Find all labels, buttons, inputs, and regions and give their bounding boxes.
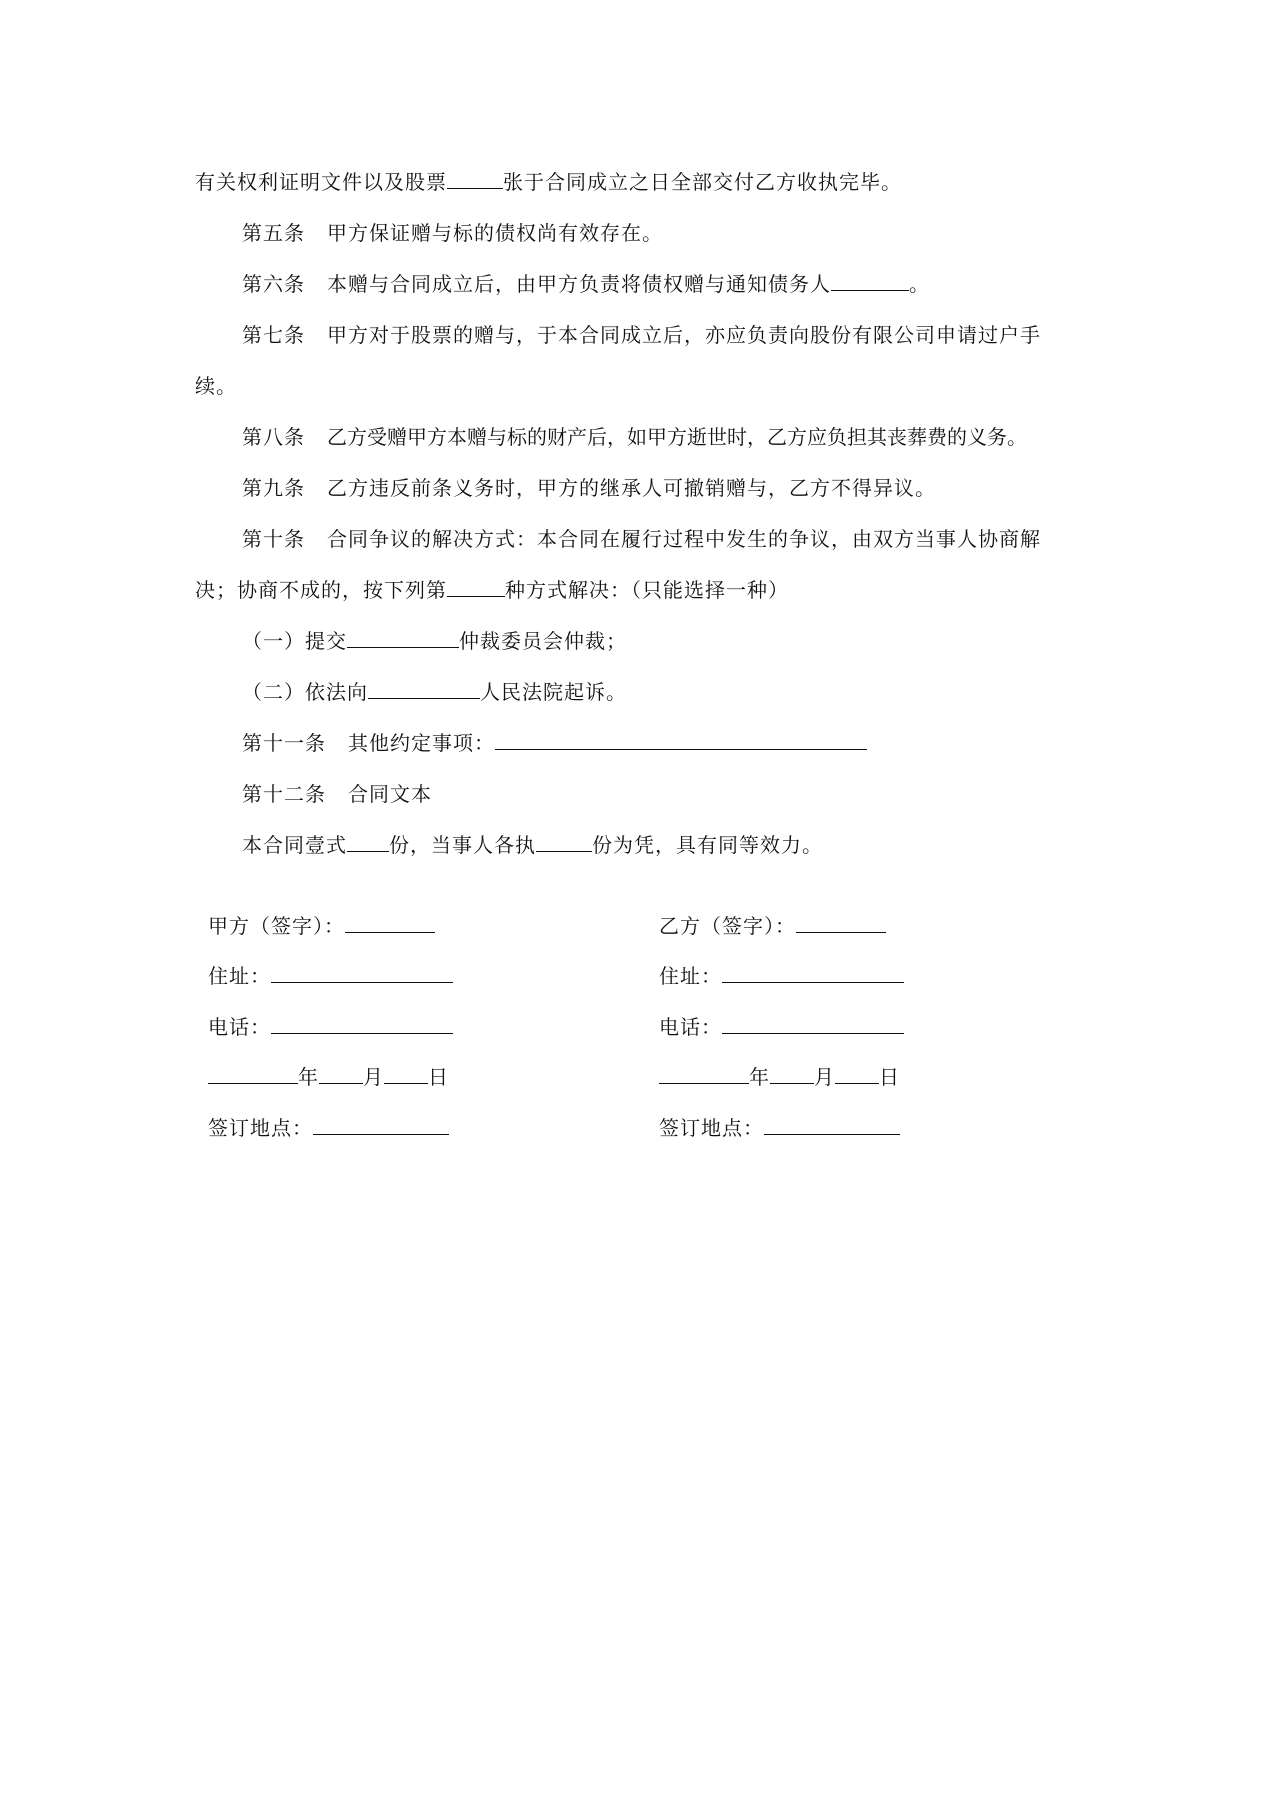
party-b-address-row [659,962,904,990]
party-b-place-label: 签订地点： [659,1116,764,1140]
article-9-number: 第九条 [242,476,305,500]
party-a-phone-blank[interactable] [271,1013,453,1034]
article-11-text: 其他约定事项： [348,731,495,755]
party-a-place-blank[interactable] [313,1114,449,1135]
party-b-place-row [659,1114,900,1142]
option-1-text-a: （一）提交 [242,629,347,653]
article-7-continuation [195,372,237,400]
party-b-month-label: 月 [814,1065,835,1089]
party-a-phone-row [208,1013,453,1041]
party-b-place-blank[interactable] [764,1114,900,1135]
party-a-place-label: 签订地点： [208,1116,313,1140]
article-10 [242,525,1041,553]
party-b-phone-label: 电话： [659,1015,722,1039]
article-5 [242,219,663,247]
party-b-sign-label: 乙方（签字）： [659,914,796,938]
party-a-phone-label: 电话： [208,1015,271,1039]
copies-text-a: 本合同壹式 [242,833,347,857]
option-2-text-b: 人民法院起诉。 [480,680,627,704]
debtor-blank[interactable] [831,270,909,291]
party-a-day-label: 日 [428,1065,449,1089]
party-b-sign-blank[interactable] [796,912,886,933]
party-a-date-row [208,1063,449,1091]
shares-count-blank[interactable] [447,168,503,189]
party-b-month-blank[interactable] [770,1063,814,1084]
article-7 [242,321,1041,349]
article-7-cont-text: 续。 [195,374,237,398]
arbitration-committee-blank[interactable] [347,627,459,648]
each-party-copies-blank[interactable] [536,831,592,852]
article-9-text: 乙方违反前条义务时，甲方的继承人可撤销赠与，乙方不得异议。 [327,476,936,500]
party-a-sign-label: 甲方（签字）： [208,914,345,938]
party-a-sign-row [208,912,435,940]
article-12 [242,780,432,808]
option-arbitration [242,627,627,655]
article-8-text: 乙方受赠甲方本赠与标的财产后，如甲方逝世时，乙方应负担其丧葬费的义务。 [327,425,1027,449]
article-7-text: 甲方对于股票的赠与，于本合同成立后，亦应负责向股份有限公司申请过户手 [327,323,1041,347]
option-2-text-a: （二）依法向 [242,680,368,704]
copies-text-b: 份，当事人各执 [389,833,536,857]
party-a-year-blank[interactable] [208,1063,298,1084]
para-intro-text-a: 有关权利证明文件以及股票 [195,170,447,194]
party-a-day-blank[interactable] [384,1063,428,1084]
article-6-number: 第六条 [242,272,305,296]
party-a-year-label: 年 [298,1065,319,1089]
article-5-text: 甲方保证赠与标的债权尚有效存在。 [327,221,663,245]
party-b-address-label: 住址： [659,964,722,988]
party-a-address-row [208,962,453,990]
party-a-sign-blank[interactable] [345,912,435,933]
party-a-address-label: 住址： [208,964,271,988]
copies-clause [242,831,823,859]
court-blank[interactable] [368,678,480,699]
para-intro [195,168,902,196]
article-10-text: 合同争议的解决方式：本合同在履行过程中发生的争议，由双方当事人协商解 [327,527,1041,551]
option-1-text-b: 仲裁委员会仲裁； [459,629,627,653]
party-b-phone-blank[interactable] [722,1013,904,1034]
article-8-number: 第八条 [242,425,305,449]
party-b-address-blank[interactable] [722,962,904,983]
article-9 [242,474,936,502]
article-12-number: 第十二条 [242,782,326,806]
party-b-sign-row [659,912,886,940]
article-6-text-a: 本赠与合同成立后，由甲方负责将债权赠与通知债务人 [327,272,831,296]
article-10-continuation [195,576,789,604]
party-b-date-row [659,1063,900,1091]
party-a-address-blank[interactable] [271,962,453,983]
article-12-text: 合同文本 [348,782,432,806]
article-6 [242,270,930,298]
copies-text-c: 份为凭，具有同等效力。 [592,833,823,857]
article-6-text-b: 。 [909,272,930,296]
article-11 [242,729,867,757]
party-a-month-blank[interactable] [319,1063,363,1084]
total-copies-blank[interactable] [347,831,389,852]
party-b-day-label: 日 [879,1065,900,1089]
article-11-number: 第十一条 [242,731,326,755]
article-8 [242,423,1027,451]
article-7-number: 第七条 [242,323,305,347]
resolution-method-blank[interactable] [447,576,505,597]
party-b-phone-row [659,1013,904,1041]
article-10-cont-a: 决；协商不成的，按下列第 [195,578,447,602]
other-matters-blank[interactable] [495,729,867,750]
article-10-cont-b: 种方式解决：（只能选择一种） [505,578,789,602]
option-court [242,678,627,706]
party-a-month-label: 月 [363,1065,384,1089]
party-b-year-label: 年 [749,1065,770,1089]
para-intro-text-b: 张于合同成立之日全部交付乙方收执完毕。 [503,170,902,194]
article-5-number: 第五条 [242,221,305,245]
party-b-day-blank[interactable] [835,1063,879,1084]
party-a-place-row [208,1114,449,1142]
party-b-year-blank[interactable] [659,1063,749,1084]
article-10-number: 第十条 [242,527,305,551]
